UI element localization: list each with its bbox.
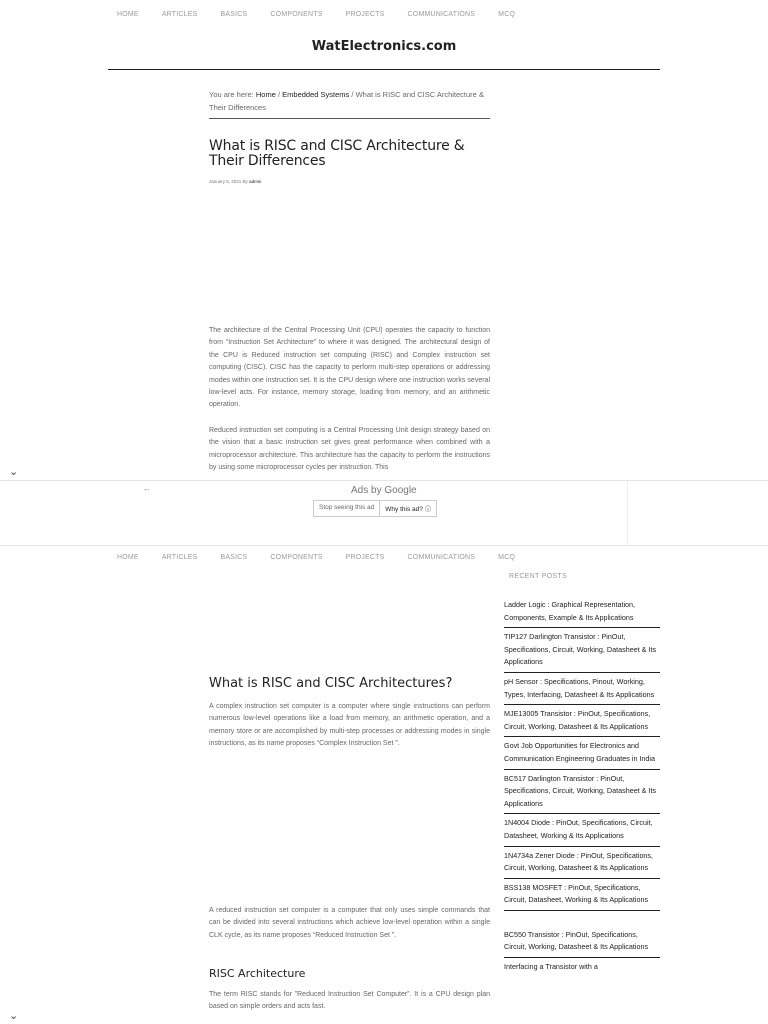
recent-posts-heading: RECENT POSTS (509, 573, 567, 580)
breadcrumb (209, 88, 494, 114)
back-arrow-icon[interactable]: ← (143, 484, 151, 493)
recent-post-link[interactable]: pH Sensor : Specifications, Pinout, Working, Types, Interfacing, Datasheet & Its Applications (504, 676, 655, 699)
recent-post-item[interactable] (504, 847, 660, 879)
recent-post-item[interactable] (504, 957, 660, 977)
chevron-down-icon[interactable]: ⌄ (9, 1010, 19, 1022)
recent-post-link[interactable]: MJE13005 Transistor : PinOut, Specifications, Circuit, Working, Datasheet & Its Applications (504, 709, 651, 731)
nav-articles[interactable]: ARTICLES (161, 554, 198, 561)
recent-post-item[interactable] (504, 673, 660, 705)
breadcrumb-home[interactable]: Home (255, 90, 276, 99)
recent-post-item[interactable] (504, 628, 660, 673)
nav-components[interactable]: COMPONENTS (270, 554, 323, 561)
site-title[interactable]: WatElectronics.com (311, 39, 457, 54)
recent-post-item[interactable] (504, 596, 660, 628)
recent-post-link[interactable]: Ladder Logic : Graphical Representation, Components, Example & Its Applications (504, 600, 636, 622)
nav-mcq[interactable]: MCQ (498, 554, 516, 561)
breadcrumb-current-cont: Their Differences (209, 103, 266, 112)
post-meta (209, 179, 261, 184)
breadcrumb-separator: / (351, 90, 354, 99)
recent-post-item[interactable] (504, 770, 660, 815)
ads-by-label: Ads by (351, 485, 382, 496)
recent-post-item[interactable] (504, 814, 660, 846)
stop-seeing-ad-button[interactable]: Stop seeing this ad (313, 500, 380, 517)
recent-posts-clip (504, 596, 660, 1024)
article-title-line1: What is RISC and CISC Architecture & (209, 138, 465, 154)
cisc-definition-paragraph: A complex instruction set computer is a computer where single instructions can perform numerous low-level operations like a load from memory, an arithmetic operation, and a memory store or are accomplished by multi-step processes or addressing modes in single instructions, as its name proposes “Complex Instruction Set ”. (209, 703, 490, 748)
recent-post-link[interactable]: 1N4004 Diode : PinOut, Specifications, Circuit, Datasheet, Working & Its Applications (504, 818, 653, 840)
section-heading: What is RISC and CISC Architectures? (209, 676, 453, 691)
breadcrumb-prefix: You are here: (209, 90, 254, 99)
recent-post-link[interactable]: TIP127 Darlington Transistor : PinOut, Specifications, Circuit, Working, Datasheet & Its Applications (504, 632, 657, 667)
post-date: January 5, 2021 (209, 179, 242, 184)
breadcrumb-separator: / (277, 90, 281, 99)
why-this-ad-button[interactable] (380, 500, 437, 517)
recent-post-item[interactable] (504, 911, 660, 957)
why-this-ad-label: Why this ad? (385, 506, 423, 513)
ad-divider (627, 481, 628, 545)
breadcrumb-divider (209, 118, 490, 119)
risc-definition-clip (209, 905, 490, 949)
nav-components[interactable]: COMPONENTS (270, 11, 323, 18)
header-divider (108, 69, 660, 70)
ad-buttons (313, 500, 437, 517)
sticky-nav (117, 554, 538, 561)
ad-overlay (0, 480, 768, 546)
risc-intro-paragraph: Reduced instruction set computing is a Central Processing Unit design strategy based on the vision that a basic instruction set gives great performance when combined with a microprocessor architecture. This architecture has the capacity to perform the instructions by using some microprocessor cycles per instruction. This (209, 427, 490, 472)
google-logo: Google (384, 485, 417, 496)
nav-basics[interactable]: BASICS (220, 554, 248, 561)
truncated-paragraph-clip (209, 425, 490, 477)
nav-projects[interactable]: PROJECTS (345, 11, 385, 18)
intro-paragraph: The architecture of the Central Processing Unit (CPU) operates the capacity to function from “Instruction Set Architecture” to where it was designed. The architectural design of the CPU is Reduced instruction set computing (RISC) and Complex instruction set computing (CISC). CISC has the capacity to perform multi-step operations or addressing modes within one instruction set. It is the CPU design where one instruction works several low-level acts. For instance, memory storage, loading from memory, and an arithmetic operation. (209, 327, 490, 409)
nav-home[interactable]: HOME (117, 11, 139, 18)
breadcrumb-category[interactable]: Embedded Systems (282, 90, 350, 99)
article-title (209, 139, 465, 169)
recent-post-link[interactable]: BC517 Darlington Transistor : PinOut, Specifications, Circuit, Working, Datasheet & Its Applications (504, 773, 657, 808)
recent-post-link[interactable]: Govt Job Opportunities for Electronics and Communication Engineering Graduates in India (504, 741, 656, 763)
info-icon: ⓘ (424, 506, 432, 513)
risc-architecture-paragraph: The term RISC stands for ”Reduced Instruction Set Computer”. It is a CPU design plan based on simple orders and acts fast. (209, 991, 490, 1011)
post-by: By (242, 179, 248, 184)
nav-projects[interactable]: PROJECTS (345, 554, 385, 561)
nav-basics[interactable]: BASICS (220, 11, 248, 18)
risc-architecture-heading: RISC Architecture (209, 967, 306, 980)
nav-communications[interactable]: COMMUNICATIONS (407, 554, 476, 561)
article-title-line2: Their Differences (209, 153, 326, 169)
recent-post-item[interactable] (504, 879, 660, 911)
post-author[interactable]: admin (249, 179, 262, 184)
breadcrumb-current: What is RISC and CISC Architecture & (355, 90, 484, 99)
recent-post-link[interactable]: Interfacing a Transistor with a (504, 962, 598, 972)
recent-post-link[interactable]: BC550 Transistor : PinOut, Specifications, Circuit, Working, Datasheet & Its Applications (504, 929, 649, 952)
risc-definition-paragraph: A reduced instruction set computer is a computer that only uses simple commands that can be divided into several instructions which achieve low-level operation within a single CLK cycle, as its name proposes “Reduced Instruction Set ”. (209, 907, 490, 939)
chevron-down-icon[interactable]: ⌄ (9, 466, 19, 478)
recent-post-link[interactable]: BSS138 MOSFET : PinOut, Specifications, Circuit, Datasheet, Working & Its Applications (504, 882, 649, 905)
nav-articles[interactable]: ARTICLES (161, 11, 198, 18)
recent-post-item[interactable] (504, 737, 660, 769)
recent-posts-list (504, 596, 660, 977)
nav-home[interactable]: HOME (117, 554, 139, 561)
ads-by-google (351, 485, 417, 496)
top-nav (117, 11, 538, 18)
nav-communications[interactable]: COMMUNICATIONS (407, 11, 476, 18)
recent-post-link[interactable]: 1N4734a Zener Diode : PinOut, Specifications, Circuit, Working, Datasheet & Its Applications (504, 850, 654, 873)
recent-post-item[interactable] (504, 705, 660, 737)
nav-mcq[interactable]: MCQ (498, 11, 516, 18)
